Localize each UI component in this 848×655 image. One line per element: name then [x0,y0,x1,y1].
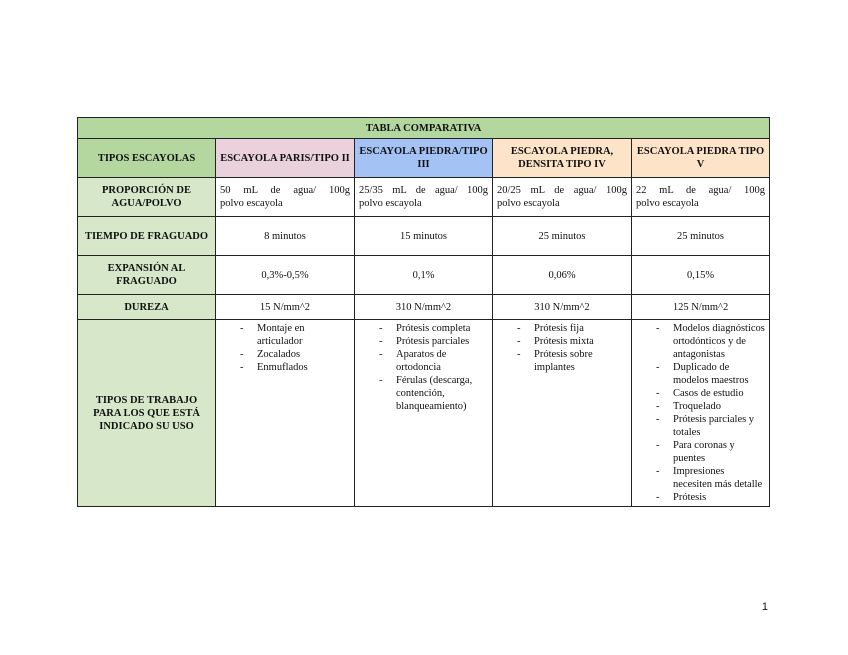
column-header: ESCAYOLA PIEDRA/TIPO III [355,139,493,178]
list-item: - Zocalados [220,348,350,361]
list-item: - Casos de estudio [636,387,765,400]
table-title: TABLA COMPARATIVA [78,118,770,139]
row-label-tiempo: TIEMPO DE FRAGUADO [78,217,216,256]
table-row [78,320,770,507]
table-cell: 15 N/mm^2 [216,295,355,320]
list-item: - Férulas (descarga, contención, blanqueamiento) [359,374,488,413]
list-item: - Modelos diagnósticos ortodónticos y de antagonistas [636,322,765,361]
column-header: ESCAYOLA PIEDRA TIPO V [632,139,770,178]
table-cell: 0,15% [632,256,770,295]
page-number: 1 [761,601,768,613]
list-item: - Troquelado [636,400,765,413]
work-list [220,322,350,374]
column-header: ESCAYOLA PIEDRA, DENSITA TIPO IV [493,139,632,178]
list-item: - Impresiones necesiten más detalle [636,465,765,491]
work-list [497,322,627,374]
column-header: ESCAYOLA PARIS/TIPO II [216,139,355,178]
row-label-proporcion: PROPORCIÓN DE AGUA/POLVO [78,178,216,217]
table-cell: 310 N/mm^2 [355,295,493,320]
table-row [78,256,770,295]
list-item: - Prótesis mixta [497,335,627,348]
list-item: - Aparatos de ortodoncia [359,348,488,374]
work-list [636,322,765,504]
table-cell [216,320,355,507]
list-item: - Prótesis parciales [359,335,488,348]
table-cell: 310 N/mm^2 [493,295,632,320]
list-item: - Montaje en articulador [220,322,350,348]
comparison-table [77,117,770,507]
header-label: TIPOS ESCAYOLAS [78,139,216,178]
table-cell: 25 minutos [493,217,632,256]
table-row [78,217,770,256]
table-cell: 50 mL de agua/ 100g polvo escayola [216,178,355,217]
row-label-dureza: DUREZA [78,295,216,320]
table-cell: 0,06% [493,256,632,295]
table-cell: 125 N/mm^2 [632,295,770,320]
list-item: - Prótesis fija [497,322,627,335]
table-cell: 25 minutos [632,217,770,256]
table-cell [493,320,632,507]
table-cell [632,320,770,507]
table-cell [355,320,493,507]
list-item: - Prótesis sobre implantes [497,348,627,374]
table-cell: 15 minutos [355,217,493,256]
table-row [78,178,770,217]
row-label-expansion: EXPANSIÓN AL FRAGUADO [78,256,216,295]
table-cell: 8 minutos [216,217,355,256]
table-cell: 25/35 mL de agua/ 100g polvo escayola [355,178,493,217]
list-item: - Prótesis completa [359,322,488,335]
table-cell: 20/25 mL de agua/ 100g polvo escayola [493,178,632,217]
table-cell: 0,1% [355,256,493,295]
list-item: - Prótesis parciales y totales [636,413,765,439]
list-item: - Enmuflados [220,361,350,374]
list-item: - Duplicado de modelos maestros [636,361,765,387]
table-cell: 22 mL de agua/ 100g polvo escayola [632,178,770,217]
table-cell: 0,3%-0,5% [216,256,355,295]
list-item: - Para coronas y puentes [636,439,765,465]
work-list [359,322,488,413]
row-label-trabajos: TIPOS DE TRABAJO PARA LOS QUE ESTÁ INDICADO SU USO [78,320,216,507]
table-row [78,295,770,320]
list-item: - Prótesis [636,491,765,504]
